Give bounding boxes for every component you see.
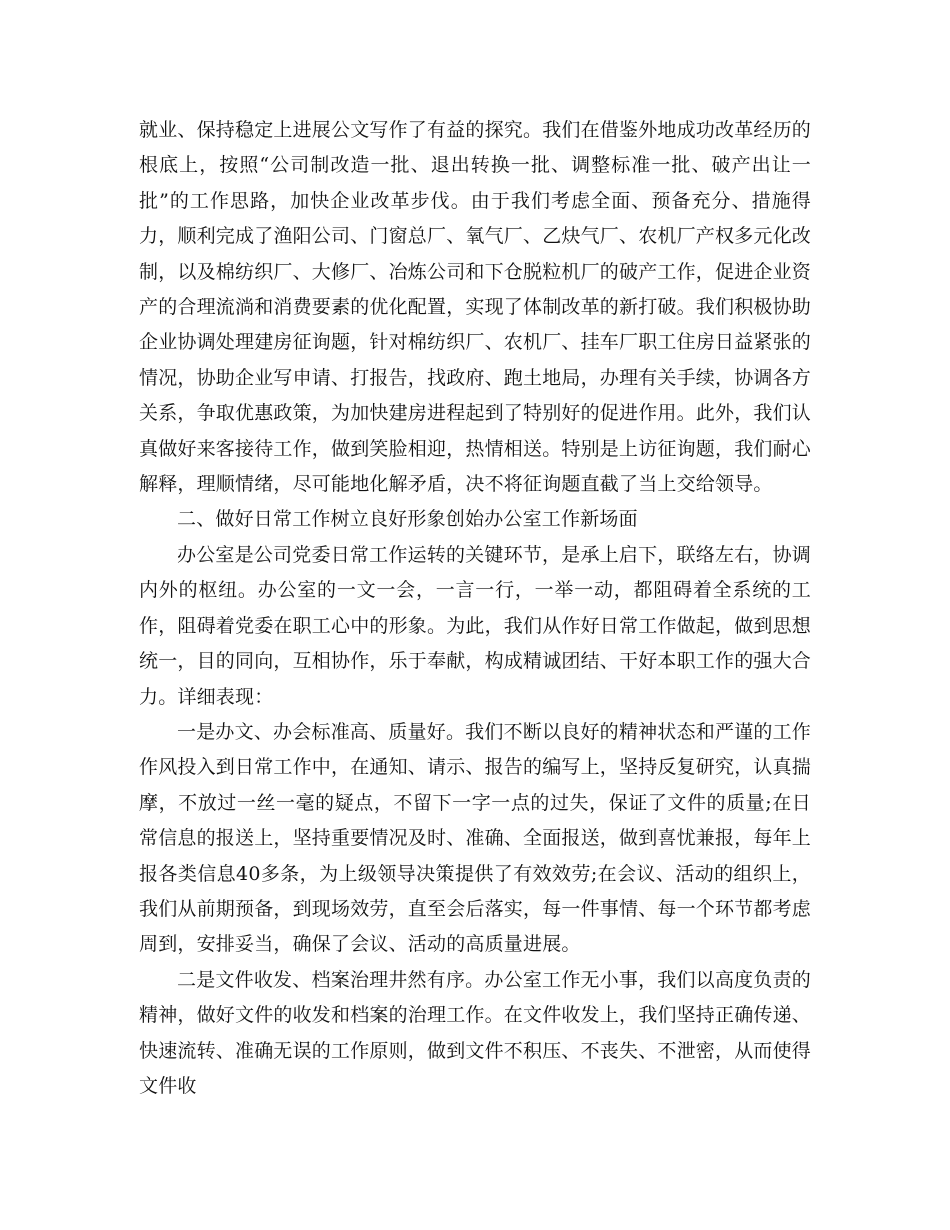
body-paragraph: 二是文件收发、档案治理井然有序。办公室工作无小事，我们以高度负责的精神，做好文件的收发和档案的治理工作。在文件收发上，我们坚持正确传递、快速流转、准确无误的工作原则，做到文件不积压、不丧失、不泄密，从而使得文件收: [139, 968, 812, 1097]
document-page: [139, 113, 811, 1104]
body-paragraph: 就业、保持稳定上进展公文写作了有益的探究。我们在借鉴外地成功改革经历的根底上，按照“公司制改造一批、退出转换一批、调整标准一批、破产出让一批”的工作思路，加快企业改革步伐。由于我们考虑全面、预备充分、措施得力，顺利完成了渔阳公司、门窗总厂、氧气厂、乙炔气厂、农机厂产权多元化改制，以及棉纺织厂、大修厂、冶炼公司和下仓脱粒机厂的破产工作，促进企业资产的合理流淌和消费要素的优化配置，实现了体制改革的新打破。我们积极协助企业协调处理建房征询题，针对棉纺织厂、农机厂、挂车厂职工住房日益紧张的情况，协助企业写申请、打报告，找政府、跑土地局，办理有关手续，协调各方关系，争取优惠政策，为加快建房进程起到了特别好的促进作用。此外，我们认真做好来客接待工作，做到笑脸相迎，热情相送。特别是上访征询题，我们耐心解释，理顺情绪，尽可能地化解矛盾，决不将征询题直截了当上交给领导。: [139, 119, 812, 496]
body-paragraph: 一是办文、办会标准高、质量好。我们不断以良好的精神状态和严谨的工作作风投入到日常工作中，在通知、请示、报告的编写上，坚持反复研究，认真揣摩，不放过一丝一毫的疑点，不留下一字一点的过失，保证了文件的质量;在日常信息的报送上，坚持重要情况及时、准确、全面报送，做到喜忧兼报，每年上报各类信息40多条，为上级领导决策提供了有效效劳;在会议、活动的组织上，我们从前期预备，到现场效劳，直至会后落实，每一件事情、每一个环节都考虑周到，安排妥当，确保了会议、活动的高质量进展。: [139, 720, 812, 956]
section-heading: 二、做好日常工作树立良好形象创始办公室工作新场面: [177, 508, 638, 531]
body-paragraph: 办公室是公司党委日常工作运转的关键环节，是承上启下，联络左右，协调内外的枢纽。办公室的一文一会，一言一行，一举一动，都阻碍着全系统的工作，阻碍着党委在职工心中的形象。为此，我们从作好日常工作做起，做到思想统一，目的同向，互相协作，乐于奉献，构成精诚团结、干好本职工作的强大合力。详细表现：: [139, 543, 812, 708]
